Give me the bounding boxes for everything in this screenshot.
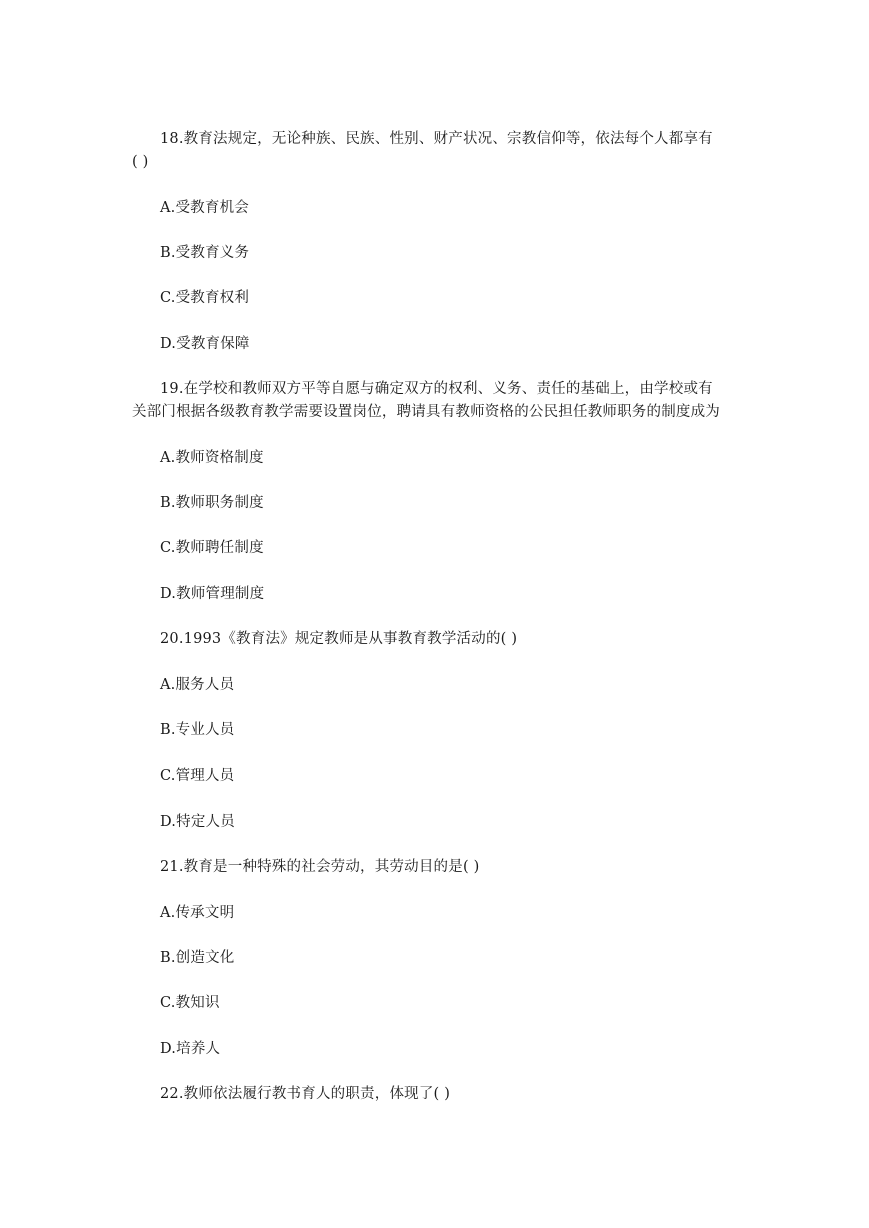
question-20-stem: 20.1993《教育法》规定教师是从事教育教学活动的( )	[160, 631, 518, 647]
question-19-stem-line1: 19.在学校和教师双方平等自愿与确定双方的权利、义务、责任的基础上，由学校或有	[160, 381, 713, 397]
question-22-stem: 22.教师依法履行教书育人的职责，体现了( )	[160, 1086, 451, 1102]
question-20-option-c: C.管理人员	[160, 768, 235, 784]
question-20-option-b: B.专业人员	[160, 722, 235, 738]
question-20-option-a: A.服务人员	[160, 677, 235, 693]
question-18-option-a: A.受教育机会	[160, 200, 249, 216]
question-19-option-d: D.教师管理制度	[160, 586, 265, 602]
question-18-option-d: D.受教育保障	[160, 336, 250, 352]
question-21-option-d: D.培养人	[160, 1041, 221, 1057]
question-21-option-a: A.传承文明	[160, 905, 235, 921]
question-19-option-b: B.教师职务制度	[160, 495, 264, 511]
question-19-option-c: C.教师聘任制度	[160, 540, 264, 556]
question-18-option-c: C.受教育权利	[160, 290, 250, 306]
question-19-option-a: A.教师资格制度	[160, 450, 264, 466]
question-19-stem-line2: 关部门根据各级教育教学需要设置岗位，聘请具有教师资格的公民担任教师职务的制度成为	[132, 404, 720, 420]
question-21-stem: 21.教育是一种特殊的社会劳动，其劳动目的是( )	[160, 859, 480, 875]
question-20-option-d: D.特定人员	[160, 814, 235, 830]
question-18-option-b: B.受教育义务	[160, 245, 250, 261]
question-18-stem-line2: ( )	[132, 154, 149, 170]
question-18-stem-line1: 18.教育法规定，无论种族、民族、性别、财产状况、宗教信仰等，依法每个人都享有	[160, 131, 713, 147]
question-21-option-b: B.创造文化	[160, 950, 235, 966]
question-21-option-c: C.教知识	[160, 995, 220, 1011]
